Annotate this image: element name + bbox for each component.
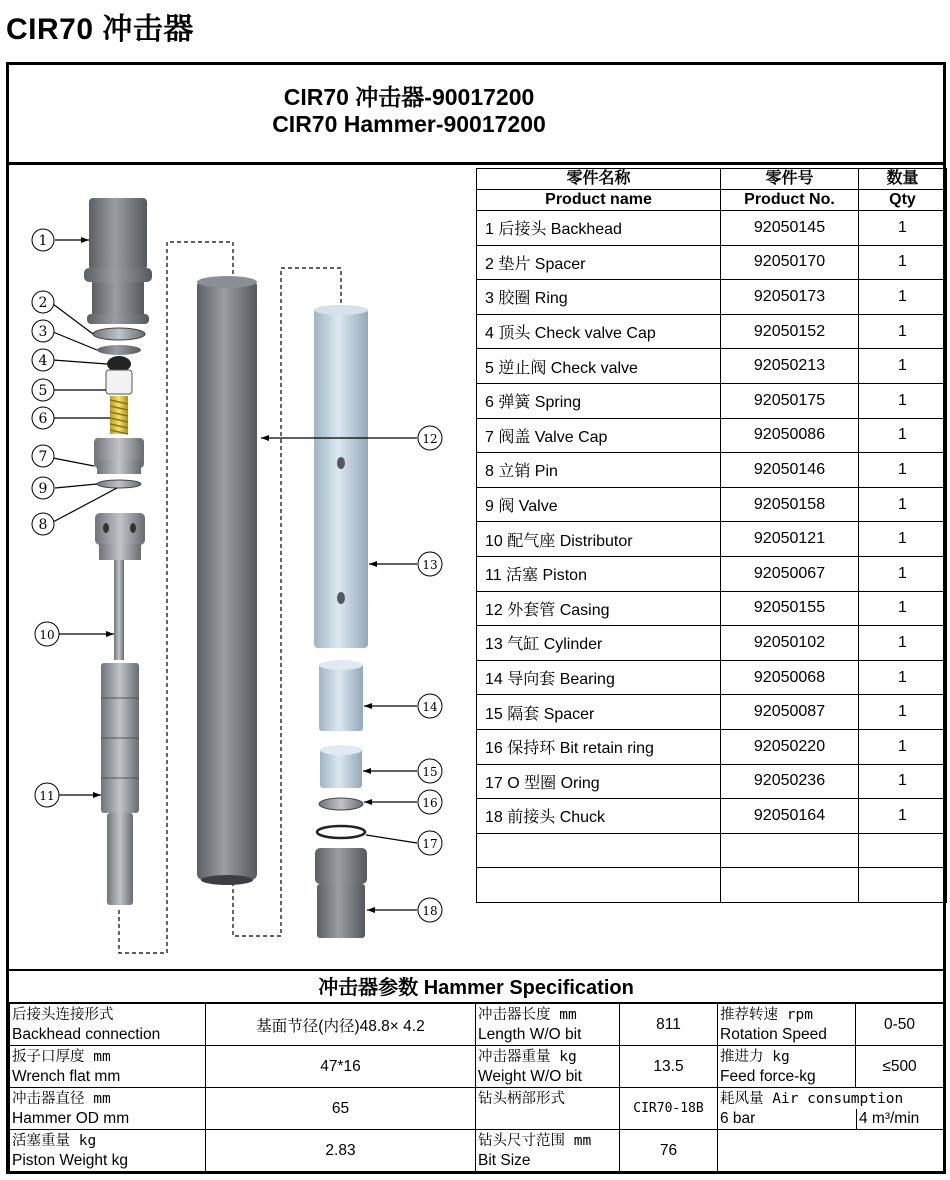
part-casing — [197, 276, 257, 885]
spec-row-1 — [10, 1004, 944, 1046]
part-bit-retain-ring — [319, 798, 363, 810]
part-chuck — [315, 848, 367, 938]
callout-label: 12 — [422, 432, 438, 446]
spec-shank-value: CIR70-18B — [620, 1088, 718, 1130]
callout-label: 1 — [38, 233, 48, 249]
callout-18 — [418, 898, 442, 922]
spec-wrench-label — [10, 1046, 206, 1088]
column-header-no-en: Product No. — [721, 190, 859, 211]
part-name-cell: 12 外套管 Casing — [477, 591, 721, 626]
spec-piston-value: 2.83 — [206, 1130, 476, 1172]
spec-weight-label — [476, 1046, 620, 1088]
part-name-cell: 14 导向套 Bearing — [477, 660, 721, 695]
spec-length-label-en: Length W/O bit — [478, 1025, 582, 1043]
spec-row-4 — [10, 1130, 944, 1172]
part-number-cell: 92050067 — [721, 556, 859, 591]
part-name-cell: 1 后接头 Backhead — [477, 211, 721, 246]
part-cylinder — [314, 305, 368, 648]
table-row — [477, 211, 947, 246]
table-row — [477, 556, 947, 591]
column-header-qty-en: Qty — [859, 190, 947, 211]
part-name-cell: 11 活塞 Piston — [477, 556, 721, 591]
callout-label: 13 — [422, 558, 438, 572]
part-number-cell: 92050102 — [721, 626, 859, 661]
callout-16 — [418, 790, 442, 814]
part-piston — [101, 663, 139, 905]
part-spacer-2 — [93, 328, 145, 340]
part-qty-cell: 1 — [859, 383, 947, 418]
spec-air-bar: 6 bar — [720, 1109, 756, 1127]
table-row — [477, 799, 947, 834]
spec-air-label-cn: 耗风量 Air consumption — [720, 1090, 904, 1107]
page-title: CIR70 冲击器 — [6, 13, 194, 46]
part-number-cell: 92050173 — [721, 280, 859, 315]
table-row — [477, 314, 947, 349]
column-header-no-cn: 零件号 — [721, 169, 859, 190]
part-name-cell: 2 垫片 Spacer — [477, 245, 721, 280]
table-row — [477, 383, 947, 418]
part-number-cell: 92050164 — [721, 799, 859, 834]
part-qty-cell: 1 — [859, 556, 947, 591]
callout-3 — [32, 320, 54, 342]
callout-11 — [35, 783, 59, 807]
part-number-cell: 92050175 — [721, 383, 859, 418]
callout-15 — [418, 759, 442, 783]
callout-label: 15 — [422, 765, 438, 779]
table-row-empty — [477, 833, 947, 868]
part-qty-cell: 1 — [859, 211, 947, 246]
spec-backhead-label-cn: 后接头连接形式 — [12, 1006, 114, 1023]
spec-piston-label-cn: 活塞重量 kg — [12, 1132, 97, 1149]
part-qty-cell: 1 — [859, 764, 947, 799]
header-title-en: CIR70 Hammer-90017200 — [272, 111, 546, 137]
part-number-cell: 92050121 — [721, 522, 859, 557]
spec-wrench-value: 47*16 — [206, 1046, 476, 1088]
part-number-cell: 92050087 — [721, 695, 859, 730]
part-number-cell: 92050068 — [721, 660, 859, 695]
table-row — [477, 695, 947, 730]
callout-label: 9 — [38, 481, 48, 497]
table-row — [477, 487, 947, 522]
callout-14 — [418, 694, 442, 718]
part-check-valve — [106, 370, 132, 394]
part-number-cell: 92050146 — [721, 453, 859, 488]
column-header-name-en: Product name — [477, 190, 721, 211]
callout-4 — [32, 349, 54, 371]
part-number-cell: 92050152 — [721, 314, 859, 349]
spec-backhead-value: 基面节径(内径)48.8× 4.2 — [206, 1004, 476, 1046]
callout-1 — [32, 229, 54, 251]
part-number-cell: 92050236 — [721, 764, 859, 799]
table-row — [477, 418, 947, 453]
table-row — [477, 280, 947, 315]
parts-table-header-cn — [477, 169, 947, 190]
spec-backhead-label — [10, 1004, 206, 1046]
column-header-qty-cn: 数量 — [859, 169, 947, 190]
callout-7 — [32, 445, 54, 467]
part-qty-cell: 1 — [859, 626, 947, 661]
spec-piston-label-en: Piston Weight kg — [12, 1151, 129, 1169]
callout-label: 17 — [422, 837, 438, 851]
part-ring — [97, 345, 141, 355]
part-qty-cell: 1 — [859, 280, 947, 315]
callout-label: 10 — [39, 628, 55, 642]
spec-air-value: 4 m³/min — [856, 1109, 919, 1129]
part-valve — [97, 480, 141, 488]
callout-label: 2 — [38, 295, 48, 311]
callout-2 — [32, 291, 54, 313]
spec-wrench-label-cn: 扳子口厚度 mm — [12, 1048, 111, 1065]
part-qty-cell: 1 — [859, 522, 947, 557]
parts-table-header-en — [477, 190, 947, 211]
part-name-cell: 13 气缸 Cylinder — [477, 626, 721, 661]
part-name-cell: 18 前接头 Chuck — [477, 799, 721, 834]
part-name-cell: 6 弹簧 Spring — [477, 383, 721, 418]
part-qty-cell: 1 — [859, 729, 947, 764]
part-qty-cell: 1 — [859, 314, 947, 349]
part-qty-cell: 1 — [859, 695, 947, 730]
part-name-cell: 10 配气座 Distributor — [477, 522, 721, 557]
spec-row-2 — [10, 1046, 944, 1088]
part-name-cell: 8 立销 Pin — [477, 453, 721, 488]
part-distributor — [95, 513, 145, 660]
spec-rpm-label — [718, 1004, 856, 1046]
spec-length-value: 811 — [620, 1004, 718, 1046]
part-number-cell: 92050220 — [721, 729, 859, 764]
part-name-cell: 17 O 型圈 Oring — [477, 764, 721, 799]
spec-weight-label-en: Weight W/O bit — [478, 1067, 582, 1085]
callout-6 — [32, 407, 54, 429]
spec-bitsize-label — [476, 1130, 620, 1172]
exploded-diagram — [9, 168, 475, 968]
part-qty-cell: 1 — [859, 418, 947, 453]
spec-piston-label — [10, 1130, 206, 1172]
document-frame — [6, 62, 946, 1174]
part-spring — [110, 396, 128, 434]
part-name-cell: 9 阀 Valve — [477, 487, 721, 522]
table-row — [477, 591, 947, 626]
parts-table — [476, 168, 947, 903]
callout-label: 4 — [38, 353, 48, 369]
spec-rpm-label-cn: 推荐转速 rpm — [720, 1006, 813, 1023]
spec-shank-label — [476, 1088, 620, 1130]
callout-label: 5 — [38, 383, 48, 399]
part-name-cell: 7 阀盖 Valve Cap — [477, 418, 721, 453]
part-number-cell: 92050170 — [721, 245, 859, 280]
part-number-cell: 92050158 — [721, 487, 859, 522]
part-spacer-15 — [320, 745, 362, 788]
part-qty-cell: 1 — [859, 591, 947, 626]
callout-8 — [32, 513, 54, 535]
part-name-cell: 5 逆止阀 Check valve — [477, 349, 721, 384]
part-name-cell: 3 胶圈 Ring — [477, 280, 721, 315]
part-qty-cell: 1 — [859, 660, 947, 695]
spec-od-value: 65 — [206, 1088, 476, 1130]
callout-label: 18 — [422, 904, 438, 918]
table-row-empty — [477, 868, 947, 903]
header-title-cn: CIR70 冲击器-90017200 — [283, 84, 535, 110]
callout-label: 8 — [38, 517, 48, 533]
callout-12 — [418, 426, 442, 450]
callout-5 — [32, 379, 54, 401]
spec-od-label-cn: 冲击器直径 mm — [12, 1090, 111, 1107]
spec-bitsize-label-cn: 钻头尺寸范围 mm — [478, 1132, 592, 1149]
spec-row-3 — [10, 1088, 944, 1130]
part-name-cell: 4 顶头 Check valve Cap — [477, 314, 721, 349]
table-row — [477, 660, 947, 695]
spec-feed-label-cn: 推进力 kg — [720, 1048, 790, 1065]
part-backhead — [84, 198, 152, 324]
spec-title: 冲击器参数 Hammer Specification — [9, 969, 943, 1003]
spec-length-label — [476, 1004, 620, 1046]
column-header-name-cn: 零件名称 — [477, 169, 721, 190]
spec-feed-value: ≤500 — [856, 1046, 944, 1088]
callout-label: 3 — [38, 324, 48, 340]
spec-od-label — [10, 1088, 206, 1130]
table-row — [477, 729, 947, 764]
table-row — [477, 764, 947, 799]
spec-air-label — [718, 1088, 944, 1130]
part-name-cell: 16 保持环 Bit retain ring — [477, 729, 721, 764]
table-row — [477, 453, 947, 488]
part-qty-cell: 1 — [859, 487, 947, 522]
table-row — [477, 349, 947, 384]
callout-13 — [418, 552, 442, 576]
callout-label: 7 — [38, 449, 48, 465]
spec-shank-label-cn: 钻头柄部形式 — [478, 1090, 565, 1107]
table-row — [477, 245, 947, 280]
spec-rpm-value: 0-50 — [856, 1004, 944, 1046]
spec-feed-label — [718, 1046, 856, 1088]
table-row — [477, 626, 947, 661]
part-qty-cell: 1 — [859, 349, 947, 384]
spec-bitsize-label-en: Bit Size — [478, 1151, 531, 1169]
part-number-cell: 92050213 — [721, 349, 859, 384]
spec-backhead-label-en: Backhead connection — [12, 1025, 161, 1043]
parts-table-body — [477, 211, 947, 903]
callout-label: 11 — [39, 789, 55, 803]
document-header — [9, 65, 943, 165]
callout-10 — [35, 622, 59, 646]
callout-label: 6 — [38, 411, 48, 427]
callout-label: 16 — [422, 796, 438, 810]
part-qty-cell: 1 — [859, 453, 947, 488]
part-bearing — [319, 660, 363, 731]
table-row — [477, 522, 947, 557]
part-number-cell: 92050155 — [721, 591, 859, 626]
callout-label: 14 — [422, 700, 438, 714]
callout-17 — [418, 831, 442, 855]
spec-weight-label-cn: 冲击器重量 kg — [478, 1048, 577, 1065]
part-number-cell: 92050086 — [721, 418, 859, 453]
part-valve-cap — [94, 438, 144, 474]
spec-rpm-label-en: Rotation Speed — [720, 1025, 827, 1043]
callout-9 — [32, 477, 54, 499]
spec-bitsize-value: 76 — [620, 1130, 718, 1172]
part-number-cell: 92050145 — [721, 211, 859, 246]
part-qty-cell: 1 — [859, 245, 947, 280]
spec-wrench-label-en: Wrench flat mm — [12, 1067, 121, 1085]
spec-table — [9, 1003, 944, 1172]
spec-weight-value: 13.5 — [620, 1046, 718, 1088]
spec-length-label-cn: 冲击器长度 mm — [478, 1006, 577, 1023]
part-name-cell: 15 隔套 Spacer — [477, 695, 721, 730]
spec-feed-label-en: Feed force-kg — [720, 1067, 816, 1085]
part-oring — [317, 826, 365, 838]
spec-od-label-en: Hammer OD mm — [12, 1109, 130, 1127]
part-qty-cell: 1 — [859, 799, 947, 834]
